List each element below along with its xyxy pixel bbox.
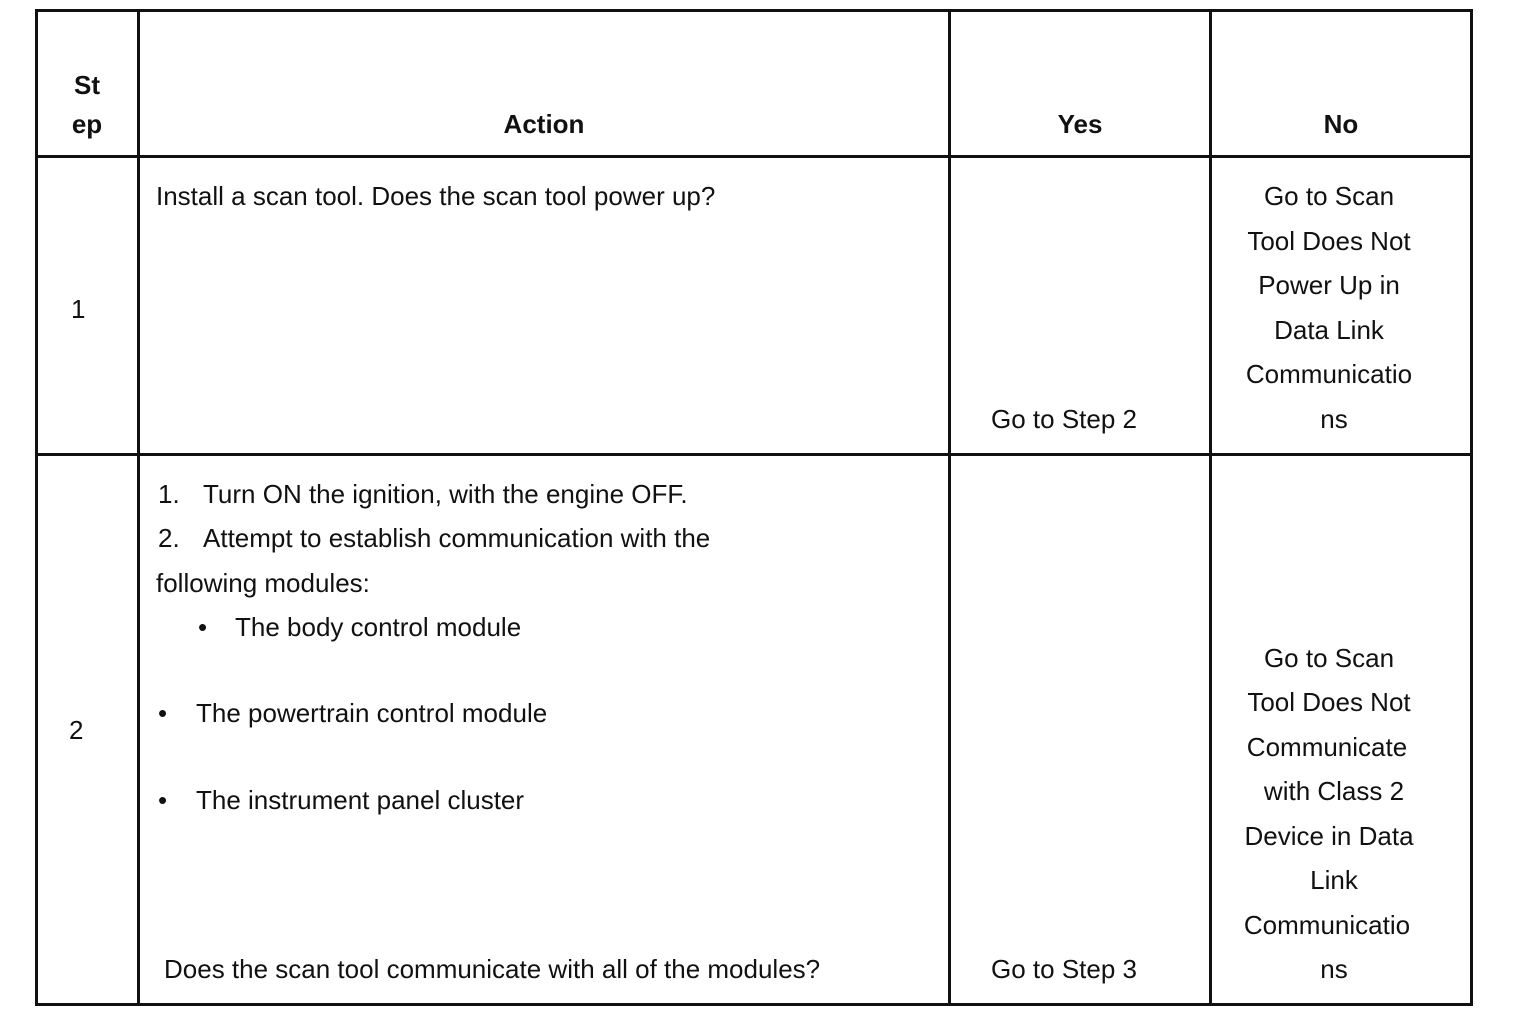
no-cell-line: Go to Scan xyxy=(1263,643,1395,673)
header-divider xyxy=(35,155,1473,158)
numbered-item-text: Attempt to establish communication with the xyxy=(203,523,711,553)
table-border-bottom xyxy=(35,1003,1473,1006)
action-question: Does the scan tool communicate with all of the modules? xyxy=(164,954,821,984)
no-cell-line: Communicatio xyxy=(1243,910,1411,940)
numbered-item-text: Turn ON the ignition, with the engine OFF. xyxy=(203,479,688,509)
bullet-item: The body control module xyxy=(235,612,522,642)
no-cell-line: Link xyxy=(1310,865,1358,895)
no-cell-line: Power Up in xyxy=(1258,270,1400,300)
numbered-item-number: 2. xyxy=(158,523,180,553)
no-cell-line: Communicatio xyxy=(1245,359,1413,389)
no-cell-line: ns xyxy=(1320,404,1348,434)
header-no: No xyxy=(1323,109,1359,139)
table-border-left xyxy=(35,9,38,1006)
action-question: Install a scan tool. Does the scan tool power up? xyxy=(156,181,716,211)
column-divider-action xyxy=(948,9,951,1006)
numbered-item-number: 1. xyxy=(158,479,180,509)
header-step-line1: St xyxy=(74,70,100,100)
column-divider-step xyxy=(137,9,140,1006)
header-action: Action xyxy=(503,109,585,139)
bullet-item: The powertrain control module xyxy=(196,698,548,728)
bullet-icon: • xyxy=(158,785,168,815)
table-border-top xyxy=(35,9,1473,12)
no-cell-line: with Class 2 xyxy=(1263,776,1405,806)
header-yes: Yes xyxy=(1057,109,1103,139)
item-continuation: following modules: xyxy=(156,568,370,598)
header-step-line2: ep xyxy=(71,109,103,139)
no-cell-line: ns xyxy=(1320,954,1348,984)
no-cell-line: Device in Data xyxy=(1244,821,1414,851)
no-cell-line: Tool Does Not xyxy=(1247,226,1411,256)
step-number: 1 xyxy=(71,294,86,324)
yes-cell: Go to Step 3 xyxy=(991,954,1137,984)
bullet-icon: • xyxy=(158,698,168,728)
no-cell-line: Communicate xyxy=(1246,732,1408,762)
bullet-item: The instrument panel cluster xyxy=(196,785,525,815)
no-cell-line: Tool Does Not xyxy=(1247,687,1411,717)
yes-cell: Go to Step 2 xyxy=(991,404,1137,434)
column-divider-yes xyxy=(1209,9,1212,1006)
row-divider xyxy=(35,453,1473,456)
no-cell-line: Go to Scan xyxy=(1263,181,1395,211)
no-cell-line: Data Link xyxy=(1274,315,1384,345)
bullet-icon: • xyxy=(198,612,208,642)
table-border-right xyxy=(1470,9,1473,1006)
step-number: 2 xyxy=(69,715,84,745)
